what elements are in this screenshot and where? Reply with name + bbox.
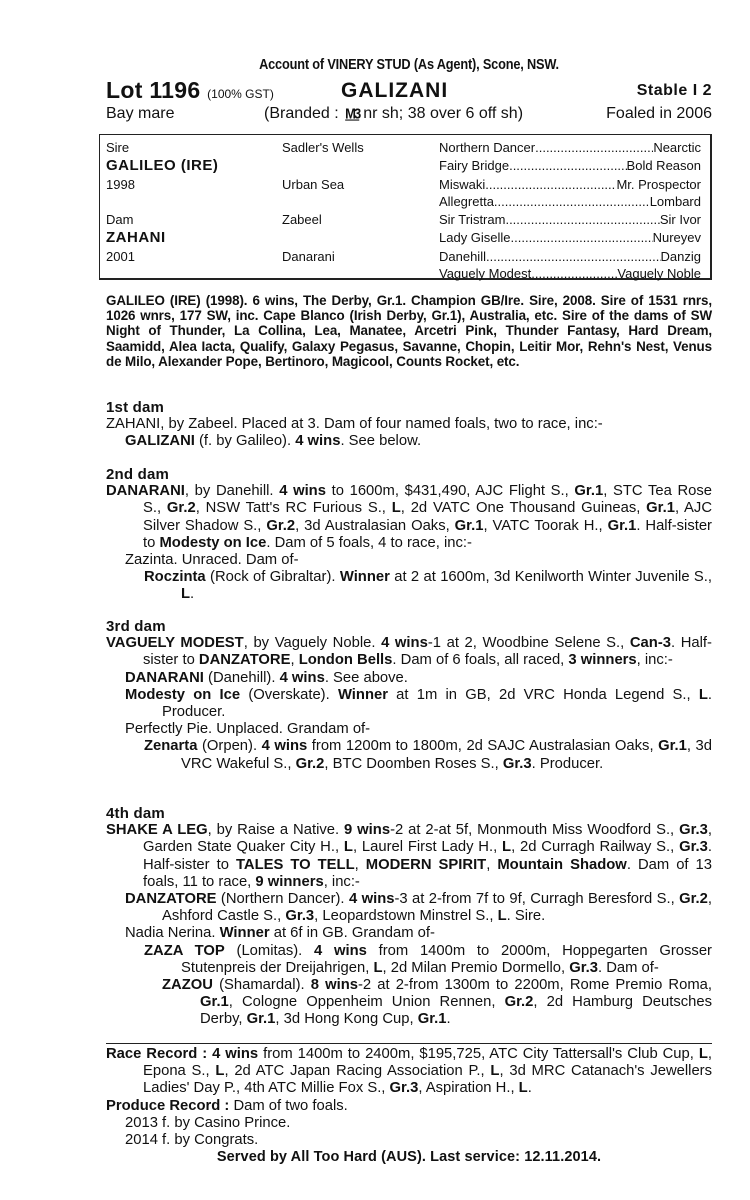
sire-dam: Urban Sea bbox=[282, 177, 345, 192]
brand-suffix: nr sh; 38 over 6 off sh) bbox=[363, 105, 524, 122]
text: , 3d VRC Wakeful S., bbox=[181, 738, 712, 772]
produce-record-label: Produce Record : bbox=[106, 1097, 234, 1114]
text: , inc:- bbox=[323, 873, 360, 890]
lot-header-row bbox=[106, 77, 712, 104]
sire-name: GALILEO (IRE) bbox=[106, 157, 219, 174]
text: , 2d Milan Premio Dormello, bbox=[382, 959, 570, 976]
text: , NSW Tatt's RC Furious S., bbox=[195, 500, 392, 517]
progeny-entry bbox=[106, 569, 712, 603]
third-dam-section bbox=[106, 618, 712, 773]
grade-badge: Gr.1 bbox=[417, 1011, 447, 1028]
text: (Orpen). bbox=[197, 738, 262, 755]
grade-badge: Gr.2 bbox=[504, 994, 534, 1011]
dam-sire: Zabeel bbox=[282, 212, 322, 227]
grandparent-left: Fairy Bridge bbox=[439, 158, 510, 173]
grade-badge: Can-3 bbox=[629, 635, 671, 652]
leader-dots bbox=[535, 139, 653, 157]
brand-description bbox=[264, 104, 523, 124]
wins-count: 9 wins bbox=[344, 822, 391, 839]
horse-link: Modesty on Ice bbox=[125, 686, 241, 703]
leader-dots bbox=[509, 157, 626, 175]
progeny-entry bbox=[106, 670, 712, 687]
progeny-entry bbox=[106, 925, 712, 942]
text: -3 at 2-from 7f to 9f, Curragh Beresford S., bbox=[394, 891, 680, 908]
text: -2 at 2-from 1300m to 2200m, Rome Premio Roma, bbox=[357, 977, 712, 994]
text: . Dam of- bbox=[597, 959, 659, 976]
text: (Northern Dancer). bbox=[216, 891, 349, 908]
text: from 1400m to 2000m, Hoppegarten Grosser Stutenpreis der Dreijahrigen, bbox=[181, 942, 712, 976]
grade-badge: Gr.3 bbox=[679, 839, 708, 856]
progeny-entry bbox=[106, 738, 712, 772]
race-record-section bbox=[106, 1046, 712, 1166]
grandparent-right: Sir Ivor bbox=[659, 212, 701, 227]
text: at 6f in GB. Grandam of- bbox=[269, 925, 435, 942]
text: , Laurel First Lady H., bbox=[352, 839, 503, 856]
text: . Sire. bbox=[506, 908, 546, 925]
text: Nadia Nerina. bbox=[125, 925, 220, 942]
text: (Overskate). bbox=[240, 686, 338, 703]
grade-badge: Gr.3 bbox=[502, 755, 532, 772]
grandparent-right: Bold Reason bbox=[626, 158, 701, 173]
text: , AJC Silver Shadow S., bbox=[143, 500, 712, 534]
sire-year: 1998 bbox=[106, 177, 135, 192]
progeny-entry bbox=[106, 977, 712, 1029]
leader-dots bbox=[485, 176, 616, 194]
text: , Cologne Oppenheim Union Rennen, bbox=[228, 994, 505, 1011]
text: , bbox=[486, 856, 498, 873]
wins-count: 4 wins bbox=[381, 635, 428, 652]
text: . Producer. bbox=[531, 755, 604, 772]
text: , inc:- bbox=[636, 652, 673, 669]
grandparent-row bbox=[439, 157, 701, 175]
text: . Half-sister to bbox=[143, 517, 712, 551]
wins-count: 4 wins bbox=[279, 483, 326, 500]
sex-color: Bay mare bbox=[106, 105, 175, 122]
text: , BTC Doomben Roses S., bbox=[324, 755, 503, 772]
text: , by Vaguely Noble. bbox=[243, 635, 382, 652]
text: , bbox=[354, 856, 366, 873]
progeny-entry bbox=[106, 433, 712, 450]
grade-badge: L bbox=[391, 500, 401, 517]
horse-link: Zenarta bbox=[144, 738, 198, 755]
grandparent-right: Nureyev bbox=[652, 230, 701, 245]
grade-badge: Gr.3 bbox=[679, 822, 708, 839]
dam-label: Dam bbox=[106, 212, 134, 227]
text: (f. by Galileo). bbox=[194, 433, 296, 450]
gst-note: (100% GST) bbox=[207, 87, 274, 101]
grandparent-left: Sir Tristram bbox=[439, 212, 506, 227]
text: to 1600m, $431,490, AJC Flight S., bbox=[325, 483, 575, 500]
text: , VATC Toorak H., bbox=[483, 517, 608, 534]
dam-name: SHAKE A LEG bbox=[106, 822, 208, 839]
text: , 3d Australasian Oaks, bbox=[295, 517, 455, 534]
winners-count: 9 winners bbox=[255, 873, 324, 890]
grade-badge: Gr.1 bbox=[574, 483, 604, 500]
text: . bbox=[446, 1011, 451, 1028]
grade-badge: L bbox=[215, 1063, 225, 1080]
wins-count: 4 wins bbox=[279, 669, 325, 686]
grandparent-row bbox=[439, 139, 701, 157]
wins-count: 8 wins bbox=[310, 977, 358, 994]
text: , Ashford Castle S., bbox=[162, 891, 712, 925]
text: , 2d ATC Japan Racing Association P., bbox=[224, 1063, 491, 1080]
horse-link: DANZATORE bbox=[125, 891, 217, 908]
race-record-divider bbox=[106, 1043, 712, 1044]
horse-link: Roczinta bbox=[144, 569, 206, 586]
foaled-year: Foaled in 2006 bbox=[606, 105, 712, 122]
text: . bbox=[527, 1080, 532, 1097]
progeny-entry bbox=[106, 891, 712, 925]
sire-sire: Sadler's Wells bbox=[282, 140, 364, 155]
brand-mark-icon: M3 bbox=[345, 105, 360, 122]
dam-name: VAGUELY MODEST bbox=[106, 635, 244, 652]
text: , bbox=[290, 652, 299, 669]
grandparent-right: Nearctic bbox=[653, 140, 701, 155]
horse-link: GALIZANI bbox=[125, 433, 195, 450]
progeny-entry bbox=[106, 943, 712, 977]
grandparent-row bbox=[439, 229, 701, 247]
grade-badge: Gr.2 bbox=[266, 517, 296, 534]
text: (Lomitas). bbox=[224, 942, 315, 959]
text: , 2d Hamburg Deutsches Derby, bbox=[200, 994, 713, 1028]
lot-label: Lot 1196 bbox=[106, 77, 201, 103]
text: , by Danehill. bbox=[184, 483, 280, 500]
first-dam-section bbox=[106, 399, 712, 451]
grandparent-row bbox=[439, 193, 701, 211]
second-dam-section bbox=[106, 466, 712, 604]
dam-name: DANARANI bbox=[106, 483, 185, 500]
grade-badge: Gr.3 bbox=[569, 959, 598, 976]
grandparent-right: Danzig bbox=[660, 249, 701, 264]
grade-badge: Gr.2 bbox=[679, 891, 708, 908]
section-heading: 3rd dam bbox=[106, 618, 166, 635]
section-heading: 4th dam bbox=[106, 805, 165, 822]
fourth-dam-section bbox=[106, 805, 712, 1029]
grandparent-right: Mr. Prospector bbox=[616, 177, 701, 192]
text: , STC Tea Rose S., bbox=[143, 483, 712, 517]
grade-badge: L bbox=[518, 1080, 528, 1097]
progeny-entry bbox=[106, 687, 712, 721]
dam-description: ZAHANI, by Zabeel. Placed at 3. Dam of four named foals, two to race, inc:- bbox=[106, 416, 603, 433]
grade-badge: L bbox=[698, 686, 708, 703]
grade-badge: Gr.3 bbox=[389, 1080, 419, 1097]
grandparent-row bbox=[439, 176, 701, 194]
dam-description bbox=[106, 822, 712, 891]
text: , Aspiration H., bbox=[418, 1080, 519, 1097]
leader-dots bbox=[486, 248, 661, 266]
section-heading: 1st dam bbox=[106, 399, 165, 416]
grandparent-left: Lady Giselle bbox=[439, 230, 511, 245]
wins-count: 4 wins bbox=[261, 738, 308, 755]
wins-count: Winner bbox=[337, 686, 388, 703]
horse-info-row bbox=[106, 104, 712, 124]
pedigree-box bbox=[99, 134, 712, 280]
served-note: Served by All Too Hard (AUS). Last service: 12.11.2014. bbox=[216, 1149, 602, 1166]
sire-summary: GALILEO (IRE) (1998). 6 wins, The Derby, Gr.1. Champion GB/Ire. Sire, 2008. Sire of 1531 rnrs, 1026 wnrs, 177 SW, inc. Cape Blanco (Irish Derby, Gr.1), Australia, etc. Sire of the dams of SW Night of Thunder, La Collina, Lea, Manatee, Arcetri Pink, Thunder Fantasy, Hard Dream, Saamidd, Alea Iacta, Qualify, Galaxy Pegasus, Savanne, Chopin, Leitir Mor, Rehn's Nest, Venus de Milo, Alexander Pope, Bertinoro, Magicool, Counts Rocket, etc. bbox=[106, 293, 712, 369]
text: -1 at 2, Woodbine Selene S., bbox=[427, 635, 630, 652]
text: , Leopardstown Minstrel S., bbox=[314, 908, 498, 925]
grandparent-left: Danehill bbox=[439, 249, 486, 264]
text: . Dam of 6 foals, all raced, bbox=[392, 652, 569, 669]
horse-link: DANZATORE bbox=[198, 652, 291, 669]
wins-count: Winner bbox=[219, 925, 270, 942]
leader-dots bbox=[511, 229, 653, 247]
text: (Shamardal). bbox=[212, 977, 311, 994]
horse-link: MODERN SPIRIT bbox=[365, 856, 487, 873]
text: , by Raise a Native. bbox=[207, 822, 345, 839]
text: from 1200m to 1800m, 2d SAJC Australasian Oaks, bbox=[307, 738, 659, 755]
wins-count: 4 wins bbox=[212, 1046, 259, 1062]
leader-dots bbox=[494, 193, 650, 211]
horse-link: Mountain Shadow bbox=[497, 856, 627, 873]
text: at 1m in GB, 2d VRC Honda Legend S., bbox=[387, 686, 699, 703]
grade-badge: L bbox=[502, 839, 512, 856]
grandparent-left: Northern Dancer bbox=[439, 140, 536, 155]
grade-badge: Gr.1 bbox=[454, 517, 484, 534]
text: , Epona S., bbox=[143, 1046, 712, 1080]
grade-badge: L bbox=[698, 1046, 708, 1062]
grandparent-row bbox=[439, 248, 701, 266]
grade-badge: L bbox=[343, 839, 353, 856]
grade-badge: Gr.1 bbox=[200, 994, 229, 1011]
dam-description bbox=[106, 483, 712, 552]
horse-link: ZAZOU bbox=[162, 977, 213, 994]
grandparent-right: Lombard bbox=[649, 194, 701, 209]
grade-badge: Gr.1 bbox=[607, 517, 637, 534]
leader-dots bbox=[505, 211, 659, 229]
text: . See above. bbox=[324, 669, 408, 686]
text: . Dam of 13 foals, 11 to race, bbox=[143, 856, 712, 890]
dam-description bbox=[106, 635, 712, 669]
sire-label: Sire bbox=[106, 140, 130, 155]
text: . bbox=[190, 586, 195, 603]
grade-badge: Gr.1 bbox=[646, 500, 675, 517]
dam-dam: Danarani bbox=[282, 249, 335, 264]
grade-badge: Gr.3 bbox=[285, 908, 315, 925]
text: . Dam of 5 foals, 4 to race, inc:- bbox=[266, 534, 472, 551]
catalogue-page bbox=[106, 56, 713, 1166]
wins-count: 4 wins bbox=[295, 433, 341, 450]
vendor-account: Account of VINERY STUD (As Agent), Scone, NSW. bbox=[259, 57, 559, 73]
text: , Garden State Quaker City H., bbox=[143, 822, 712, 856]
grandparent-row bbox=[439, 265, 701, 283]
produce-record bbox=[106, 1098, 712, 1115]
grandparent-row bbox=[439, 211, 701, 229]
text: . Half-sister to bbox=[143, 839, 712, 873]
text: , 2d Curragh Railway S., bbox=[511, 839, 680, 856]
grandparent-left: Allegretta bbox=[439, 194, 494, 209]
progeny-entry: Zazinta. Unraced. Dam of- bbox=[125, 552, 299, 569]
text: . Half-sister to bbox=[143, 635, 712, 669]
text: from 1400m to 2400m, $195,725, ATC City Tattersall's Club Cup, bbox=[258, 1046, 699, 1062]
text: , 3d MRC Catanach's Jewellers Ladies' Day P., 4th ATC Millie Fox S., bbox=[143, 1063, 713, 1097]
leader-dots bbox=[531, 265, 617, 283]
grade-badge: Gr.1 bbox=[246, 1011, 276, 1028]
grade-badge: Gr.2 bbox=[166, 500, 196, 517]
wins-count: 4 wins bbox=[314, 942, 367, 959]
text: at 2 at 1600m, 3d Kenilworth Winter Juvenile S., bbox=[389, 569, 712, 586]
grandparent-right: Vaguely Noble bbox=[617, 266, 701, 281]
horse-link: London Bells bbox=[298, 652, 393, 669]
dam-year: 2001 bbox=[106, 249, 135, 264]
text: . Producer. bbox=[162, 686, 712, 721]
progeny-entry: Perfectly Pie. Unplaced. Grandam of- bbox=[125, 721, 371, 738]
brand-prefix: (Branded : bbox=[264, 105, 339, 122]
grade-badge: L bbox=[373, 959, 383, 976]
grade-badge: L bbox=[490, 1063, 500, 1080]
horse-link: DANARANI bbox=[125, 669, 204, 686]
wins-count: Winner bbox=[339, 569, 390, 586]
grade-badge: Gr.2 bbox=[295, 755, 325, 772]
produce-foal: 2014 f. by Congrats. bbox=[125, 1132, 259, 1149]
wins-count: 4 wins bbox=[348, 891, 395, 908]
dam-name: ZAHANI bbox=[106, 229, 166, 246]
text: (Rock of Gibraltar). bbox=[205, 569, 340, 586]
text: Dam of two foals. bbox=[233, 1097, 348, 1114]
grandparent-left: Miswaki bbox=[439, 177, 486, 192]
grandparent-left: Vaguely Modest bbox=[439, 266, 532, 281]
race-record bbox=[106, 1046, 712, 1098]
winners-count: 3 winners bbox=[568, 652, 637, 669]
race-record-label: Race Record : bbox=[106, 1046, 213, 1062]
grade-badge: Gr.1 bbox=[658, 738, 687, 755]
horse-link: ZAZA TOP bbox=[144, 942, 225, 959]
horse-link: TALES TO TELL bbox=[235, 856, 355, 873]
text: , 3d Hong Kong Cup, bbox=[275, 1011, 418, 1028]
text: (Danehill). bbox=[203, 669, 280, 686]
horse-link: Modesty on Ice bbox=[159, 534, 267, 551]
stable-location: Stable I 2 bbox=[636, 82, 712, 99]
produce-foal: 2013 f. by Casino Prince. bbox=[125, 1114, 291, 1131]
text: -2 at 2-at 5f, Monmouth Miss Woodford S., bbox=[390, 822, 680, 839]
text: . See below. bbox=[340, 433, 422, 450]
section-heading: 2nd dam bbox=[106, 466, 170, 483]
grade-badge: L bbox=[181, 586, 191, 603]
grade-badge: L bbox=[497, 908, 507, 925]
text: , 2d VATC One Thousand Guineas, bbox=[400, 500, 647, 517]
horse-name: GALIZANI bbox=[341, 79, 449, 102]
